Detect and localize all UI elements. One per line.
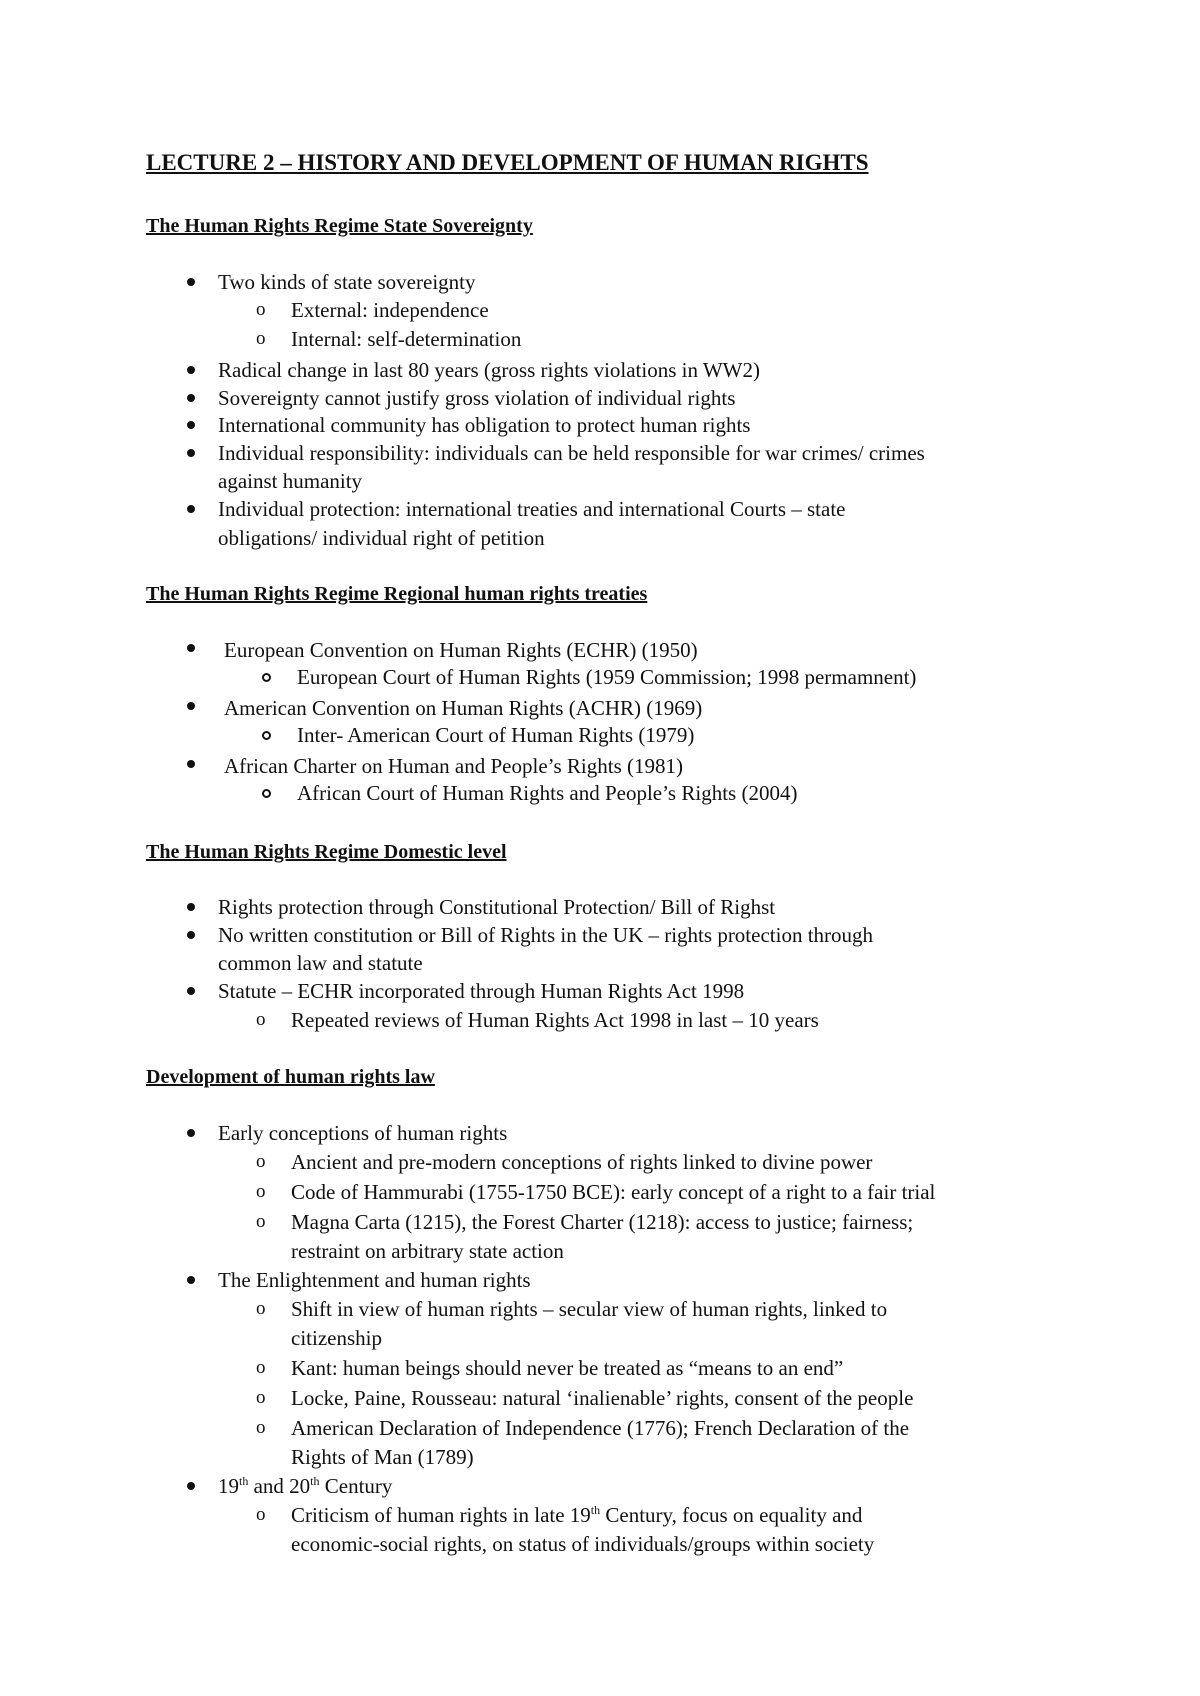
sub-bullet-icon	[262, 789, 271, 798]
bullet-icon	[187, 903, 195, 911]
bullet-icon	[187, 1482, 195, 1490]
sub-bullet-icon: o	[256, 1504, 266, 1525]
sub-list-item: Repeated reviews of Human Rights Act 1998 in last – 10 years	[291, 1008, 819, 1032]
sub-bullet-icon: o	[256, 328, 266, 349]
sub-bullet-icon	[262, 673, 271, 682]
list-item: African Charter on Human and People’s Rights (1981)	[224, 754, 683, 778]
list-item: No written constitution or Bill of Rights in the UK – rights protection through	[218, 923, 874, 947]
bullet-icon	[187, 931, 195, 939]
list-item: European Convention on Human Rights (ECHR) (1950)	[224, 638, 698, 662]
bullet-icon	[187, 1129, 195, 1137]
list-item-continued: common law and statute	[218, 951, 423, 975]
sub-list-item: Code of Hammurabi (1755-1750 BCE): early concept of a right to a fair trial	[291, 1180, 936, 1204]
bullet-icon	[187, 421, 195, 429]
sub-list-item: Kant: human beings should never be treated as “means to an end”	[291, 1356, 844, 1380]
sub-list-item-continued: Rights of Man (1789)	[291, 1445, 474, 1469]
section-heading-regional-treaties: The Human Rights Regime Regional human rights treaties	[146, 583, 648, 605]
list-item: Rights protection through Constitutional Protection/ Bill of Righst	[218, 895, 776, 919]
sub-list-item: Ancient and pre-modern conceptions of rights linked to divine power	[291, 1150, 873, 1174]
sub-list-item: Inter- American Court of Human Rights (1979)	[297, 723, 695, 747]
list-item-continued: against humanity	[218, 469, 363, 493]
bullet-icon	[187, 1276, 195, 1284]
bullet-icon	[187, 366, 195, 374]
bullet-icon	[187, 702, 195, 710]
sub-bullet-icon: o	[256, 1417, 266, 1438]
list-item: American Convention on Human Rights (ACHR) (1969)	[224, 696, 703, 720]
sub-list-item: American Declaration of Independence (1776); French Declaration of the	[291, 1416, 910, 1440]
sub-list-item-continued: citizenship	[291, 1326, 382, 1350]
sub-list-item: Criticism of human rights in late 19th Century, focus on equality and	[291, 1503, 863, 1527]
sub-bullet-icon: o	[256, 1298, 266, 1319]
sub-list-item-continued: economic-social rights, on status of individuals/groups within society	[291, 1532, 875, 1556]
section-heading-development: Development of human rights law	[146, 1066, 435, 1088]
list-item: International community has obligation to protect human rights	[218, 413, 751, 437]
bullet-icon	[187, 987, 195, 995]
list-item: Radical change in last 80 years (gross rights violations in WW2)	[218, 358, 760, 382]
bullet-icon	[187, 760, 195, 768]
sub-list-item: External: independence	[291, 298, 489, 322]
list-item: 19th and 20th Century	[218, 1474, 393, 1498]
lecture-title: LECTURE 2 – HISTORY AND DEVELOPMENT OF HUMAN RIGHTS	[146, 150, 869, 175]
list-item-continued: obligations/ individual right of petition	[218, 526, 545, 550]
sub-bullet-icon: o	[256, 1181, 266, 1202]
sub-bullet-icon: o	[256, 299, 266, 320]
bullet-icon	[187, 449, 195, 457]
list-item: Sovereignty cannot justify gross violation of individual rights	[218, 386, 736, 410]
list-item: Two kinds of state sovereignty	[218, 270, 476, 294]
sub-list-item: Internal: self-determination	[291, 327, 522, 351]
sub-list-item-continued: restraint on arbitrary state action	[291, 1239, 564, 1263]
section-heading-domestic-level: The Human Rights Regime Domestic level	[146, 841, 507, 863]
sub-bullet-icon: o	[256, 1211, 266, 1232]
sub-bullet-icon: o	[256, 1151, 266, 1172]
bullet-icon	[187, 394, 195, 402]
sub-list-item: European Court of Human Rights (1959 Commission; 1998 permamnent)	[297, 665, 917, 689]
sub-bullet-icon: o	[256, 1357, 266, 1378]
list-item: Individual responsibility: individuals can be held responsible for war crimes/ crimes	[218, 441, 925, 465]
sub-bullet-icon: o	[256, 1387, 266, 1408]
list-item: Individual protection: international treaties and international Courts – state	[218, 497, 846, 521]
sub-list-item: Magna Carta (1215), the Forest Charter (1218): access to justice; fairness;	[291, 1210, 914, 1234]
section-heading-state-sovereignty: The Human Rights Regime State Sovereignty	[146, 215, 533, 237]
bullet-icon	[187, 278, 195, 286]
list-item: Early conceptions of human rights	[218, 1121, 508, 1145]
list-item: The Enlightenment and human rights	[218, 1268, 531, 1292]
sub-list-item: Shift in view of human rights – secular view of human rights, linked to	[291, 1297, 888, 1321]
sub-bullet-icon	[262, 731, 271, 740]
bullet-icon	[187, 644, 195, 652]
sub-bullet-icon: o	[256, 1009, 266, 1030]
sub-list-item: Locke, Paine, Rousseau: natural ‘inalienable’ rights, consent of the people	[291, 1386, 914, 1410]
bullet-icon	[187, 505, 195, 513]
sub-list-item: African Court of Human Rights and People’s Rights (2004)	[297, 781, 798, 805]
list-item: Statute – ECHR incorporated through Human Rights Act 1998	[218, 979, 745, 1003]
